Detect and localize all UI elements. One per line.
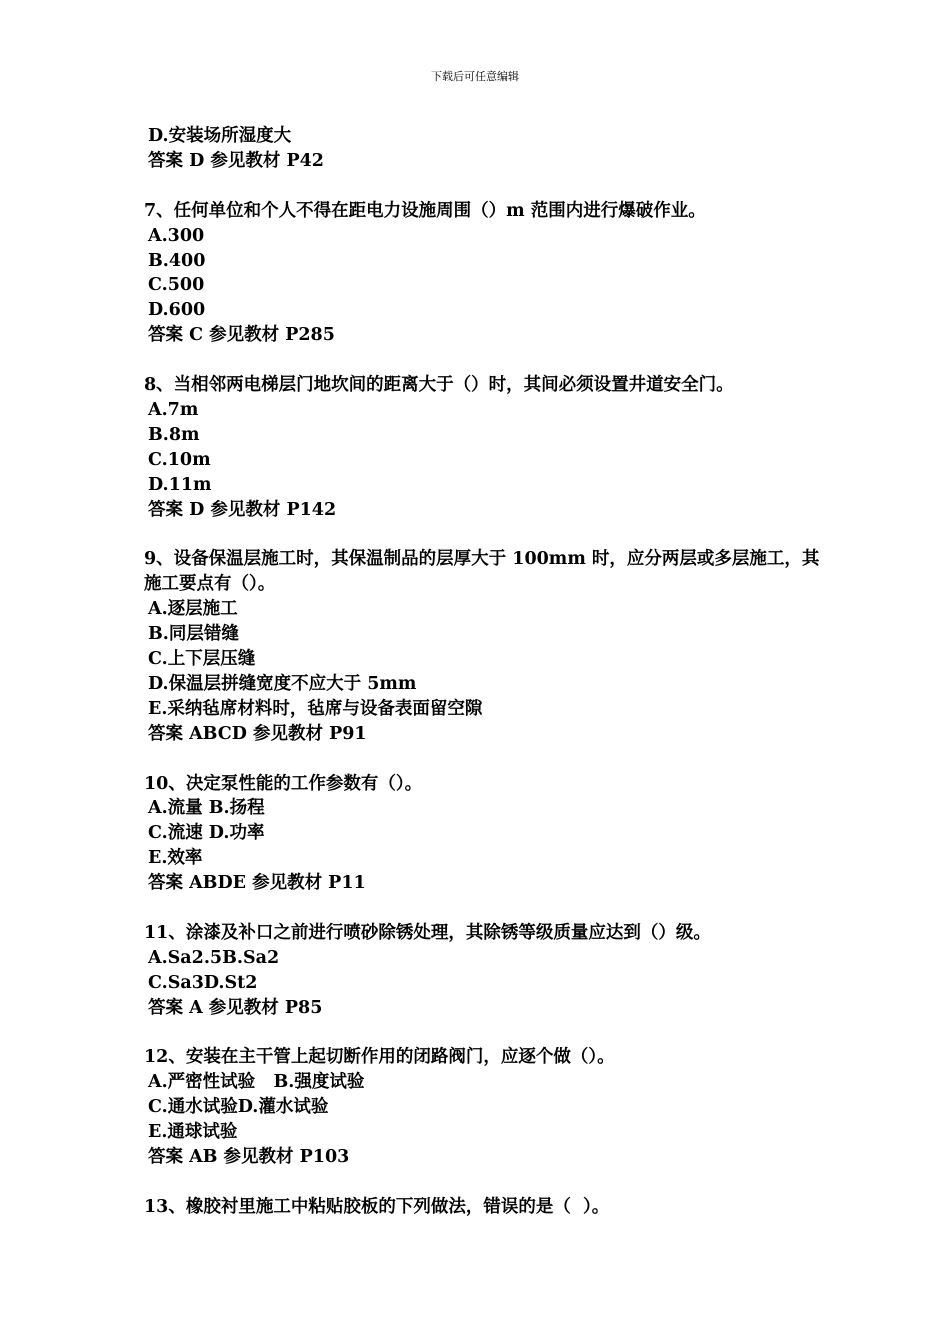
- option: A.流量 B.扬程: [148, 798, 265, 819]
- option: C.Sa3D.St2: [148, 972, 258, 993]
- previous-question-tail: [144, 124, 824, 174]
- option: B.8m: [148, 424, 200, 445]
- question-8: [144, 373, 824, 522]
- question-12: [144, 1045, 824, 1170]
- option: C.通水试验D.灌水试验: [148, 1097, 329, 1118]
- question-stem: 8、当相邻两电梯层门地坎间的距离大于（）时，其间必须设置井道安全门。: [144, 375, 734, 396]
- option: E.采纳毡席材料时，毡席与设备表面留空隙: [148, 698, 483, 719]
- option: A.严密性试验 B.强度试验: [148, 1072, 365, 1093]
- question-11: [144, 921, 824, 1021]
- page-header: 下载后可任意编辑: [431, 70, 519, 83]
- option: A.300: [148, 225, 205, 246]
- question-stem: 10、决定泵性能的工作参数有（）。: [144, 773, 423, 794]
- option: E.通球试验: [148, 1122, 238, 1143]
- answer-line: 答案 ABCD 参见教材 P91: [148, 723, 367, 744]
- option: A.Sa2.5B.Sa2: [148, 947, 280, 968]
- option: D.保温层拼缝宽度不应大于 5mm: [148, 673, 417, 694]
- option: B.400: [148, 250, 206, 271]
- question-stem: 11、涂漆及补口之前进行喷砂除锈处理，其除锈等级质量应达到（）级。: [144, 922, 711, 943]
- option: A.7m: [148, 399, 199, 420]
- question-9: [144, 547, 824, 746]
- question-stem: 7、任何单位和个人不得在距电力设施周围（）m 范围内进行爆破作业。: [144, 200, 706, 221]
- option: D.安装场所湿度大: [148, 126, 292, 146]
- question-stem: 9、设备保温层施工时，其保温制品的层厚大于 100mm 时，应分两层或多层施工，其施工要点有（）。: [144, 549, 820, 595]
- answer-line: 答案 D 参见教材 P142: [148, 499, 337, 520]
- answer-line: 答案 ABDE 参见教材 P11: [148, 873, 366, 894]
- option: D.600: [148, 300, 206, 321]
- answer-line: 答案 A 参见教材 P85: [148, 997, 323, 1018]
- option: C.10m: [148, 449, 211, 470]
- option: C.500: [148, 275, 205, 296]
- option: B.同层错缝: [148, 624, 239, 645]
- answer-line: 答案 AB 参见教材 P103: [148, 1147, 350, 1168]
- question-7: [144, 199, 824, 348]
- option: C.流速 D.功率: [148, 823, 265, 844]
- question-10: [144, 772, 824, 897]
- question-stem: 13、橡胶衬里施工中粘贴胶板的下列做法，错误的是（ ）。: [144, 1196, 610, 1217]
- answer-line: 答案 C 参见教材 P285: [148, 325, 335, 346]
- question-stem: 12、安装在主干管上起切断作用的闭路阀门，应逐个做（）。: [144, 1047, 615, 1068]
- option: D.11m: [148, 474, 212, 495]
- question-list: [144, 124, 824, 1220]
- option: A.逐层施工: [148, 599, 238, 620]
- option: C.上下层压缝: [148, 648, 256, 669]
- option: E.效率: [148, 848, 203, 869]
- question-13: [144, 1195, 824, 1220]
- answer-line: 答案 D 参见教材 P42: [148, 150, 324, 171]
